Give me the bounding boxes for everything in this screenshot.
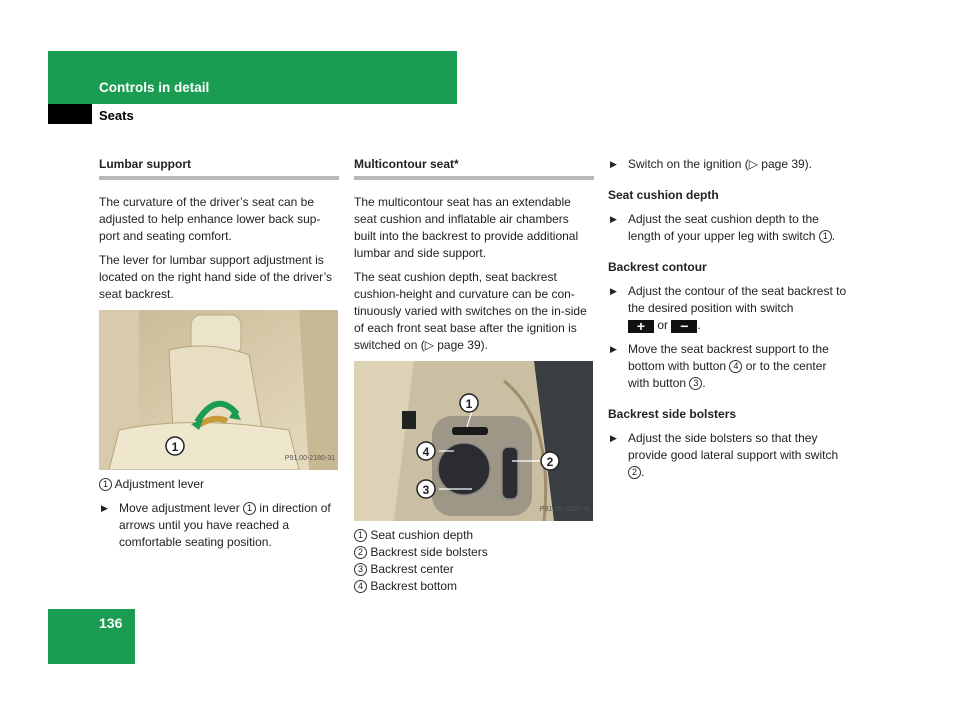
step-number: 2: [628, 466, 641, 479]
bullet-arrow-icon: ▶: [101, 503, 108, 513]
switch-illustration: [354, 361, 593, 521]
step-text: Adjust the seat cushion depth to the length of your upper leg with switch: [628, 212, 819, 243]
section-title: Controls in detail: [99, 80, 210, 95]
callout-4: 4: [422, 445, 430, 459]
seat-illustration: [99, 310, 338, 470]
multicontour-figure: [354, 361, 593, 521]
step-text: or to the center with button: [628, 359, 827, 390]
step-number: 1: [243, 502, 256, 515]
step-text: in direction of arrows until you have reached a comfortable seating position.: [119, 501, 331, 549]
bullet-arrow-icon: ▶: [610, 344, 617, 354]
callout-3: 3: [422, 483, 430, 497]
legend-item: [354, 527, 594, 544]
ignition-step: [608, 156, 848, 173]
page-number: 136: [99, 615, 123, 631]
multicontour-figure-code: P91.25-2265-31: [539, 506, 590, 513]
legend-item: [99, 476, 339, 493]
bolster-heading: Backrest side bolsters: [608, 407, 737, 421]
subsection-title: Seats: [99, 108, 134, 123]
step-text: Move adjustment lever: [119, 501, 244, 515]
step-number: 4: [729, 360, 742, 373]
cushion-step: [608, 211, 848, 245]
lumbar-figure-code: P91.00-2180-31: [284, 455, 335, 462]
column-multicontour: [354, 156, 594, 595]
step-text: .: [702, 376, 706, 390]
step-text: Switch on the ignition (▷ page 39).: [628, 157, 813, 171]
step-text: Move the seat backrest support to the bottom with button: [628, 342, 829, 373]
legend-number: 4: [354, 580, 367, 593]
callout-1: 1: [465, 397, 473, 411]
bullet-arrow-icon: ▶: [610, 159, 617, 169]
step-text: Adjust the side bolsters so that they provide good lateral support with switch: [628, 431, 839, 462]
subsection-marker: [48, 104, 92, 124]
multicontour-para-2: The seat cushion depth, seat backrest cushion-height and curvature can be con-tinuously varied with switches on the in-side of each front seat base after the ignition is switched on (▷ page 39).: [354, 270, 587, 352]
plus-key-icon: +: [628, 320, 654, 333]
legend-text: Backrest bottom: [370, 579, 458, 593]
cushion-heading: Seat cushion depth: [608, 188, 719, 202]
lumbar-figure: [99, 310, 338, 470]
minus-key-icon: −: [671, 320, 697, 333]
header-bar: [48, 51, 457, 104]
contour-step-2: [608, 341, 848, 392]
legend-text: Adjustment lever: [114, 477, 205, 491]
legend-item: [354, 578, 594, 595]
multicontour-legend: [354, 527, 594, 595]
legend-number: 3: [354, 563, 367, 576]
legend-number: 2: [354, 546, 367, 559]
bullet-arrow-icon: ▶: [610, 433, 617, 443]
contour-step-1: [608, 283, 848, 334]
bullet-arrow-icon: ▶: [610, 286, 617, 296]
lumbar-legend: [99, 476, 339, 493]
step-text: .: [697, 318, 701, 332]
legend-number: 1: [99, 478, 112, 491]
step-number: 3: [689, 377, 702, 390]
step-text: .: [641, 465, 645, 479]
step-text: or: [657, 318, 669, 332]
legend-text: Backrest center: [370, 562, 454, 576]
multicontour-para-1: The multicontour seat has an extendable seat cushion and inflatable air chambers built into the backrest to provide additional lumbar and side support.: [354, 195, 579, 260]
lumbar-step: [99, 500, 339, 551]
bullet-arrow-icon: ▶: [610, 214, 617, 224]
lumbar-para-1: The curvature of the driver’s seat can be adjusted to help enhance lower back sup-port and seating comfort.: [99, 195, 321, 243]
step-text: Adjust the contour of the seat backrest to the desired position with switch: [628, 284, 847, 315]
lumbar-heading: Lumbar support: [99, 156, 339, 180]
legend-text: Backrest side bolsters: [370, 545, 488, 559]
lumbar-callout: 1: [171, 440, 179, 454]
step-text: .: [831, 229, 836, 243]
legend-item: [354, 544, 594, 561]
multicontour-heading: Multicontour seat*: [354, 156, 594, 180]
legend-number: 1: [354, 529, 367, 542]
legend-text: Seat cushion depth: [370, 528, 474, 542]
column-instructions: [608, 156, 848, 488]
column-lumbar: [99, 156, 339, 558]
contour-heading: Backrest contour: [608, 260, 707, 274]
callout-2: 2: [546, 455, 554, 469]
bolster-step: [608, 430, 848, 481]
legend-item: [354, 561, 594, 578]
step-number: 1: [819, 230, 832, 243]
lumbar-para-2: The lever for lumbar support adjustment is located on the right hand side of the driver’s seat backrest.: [99, 253, 333, 301]
